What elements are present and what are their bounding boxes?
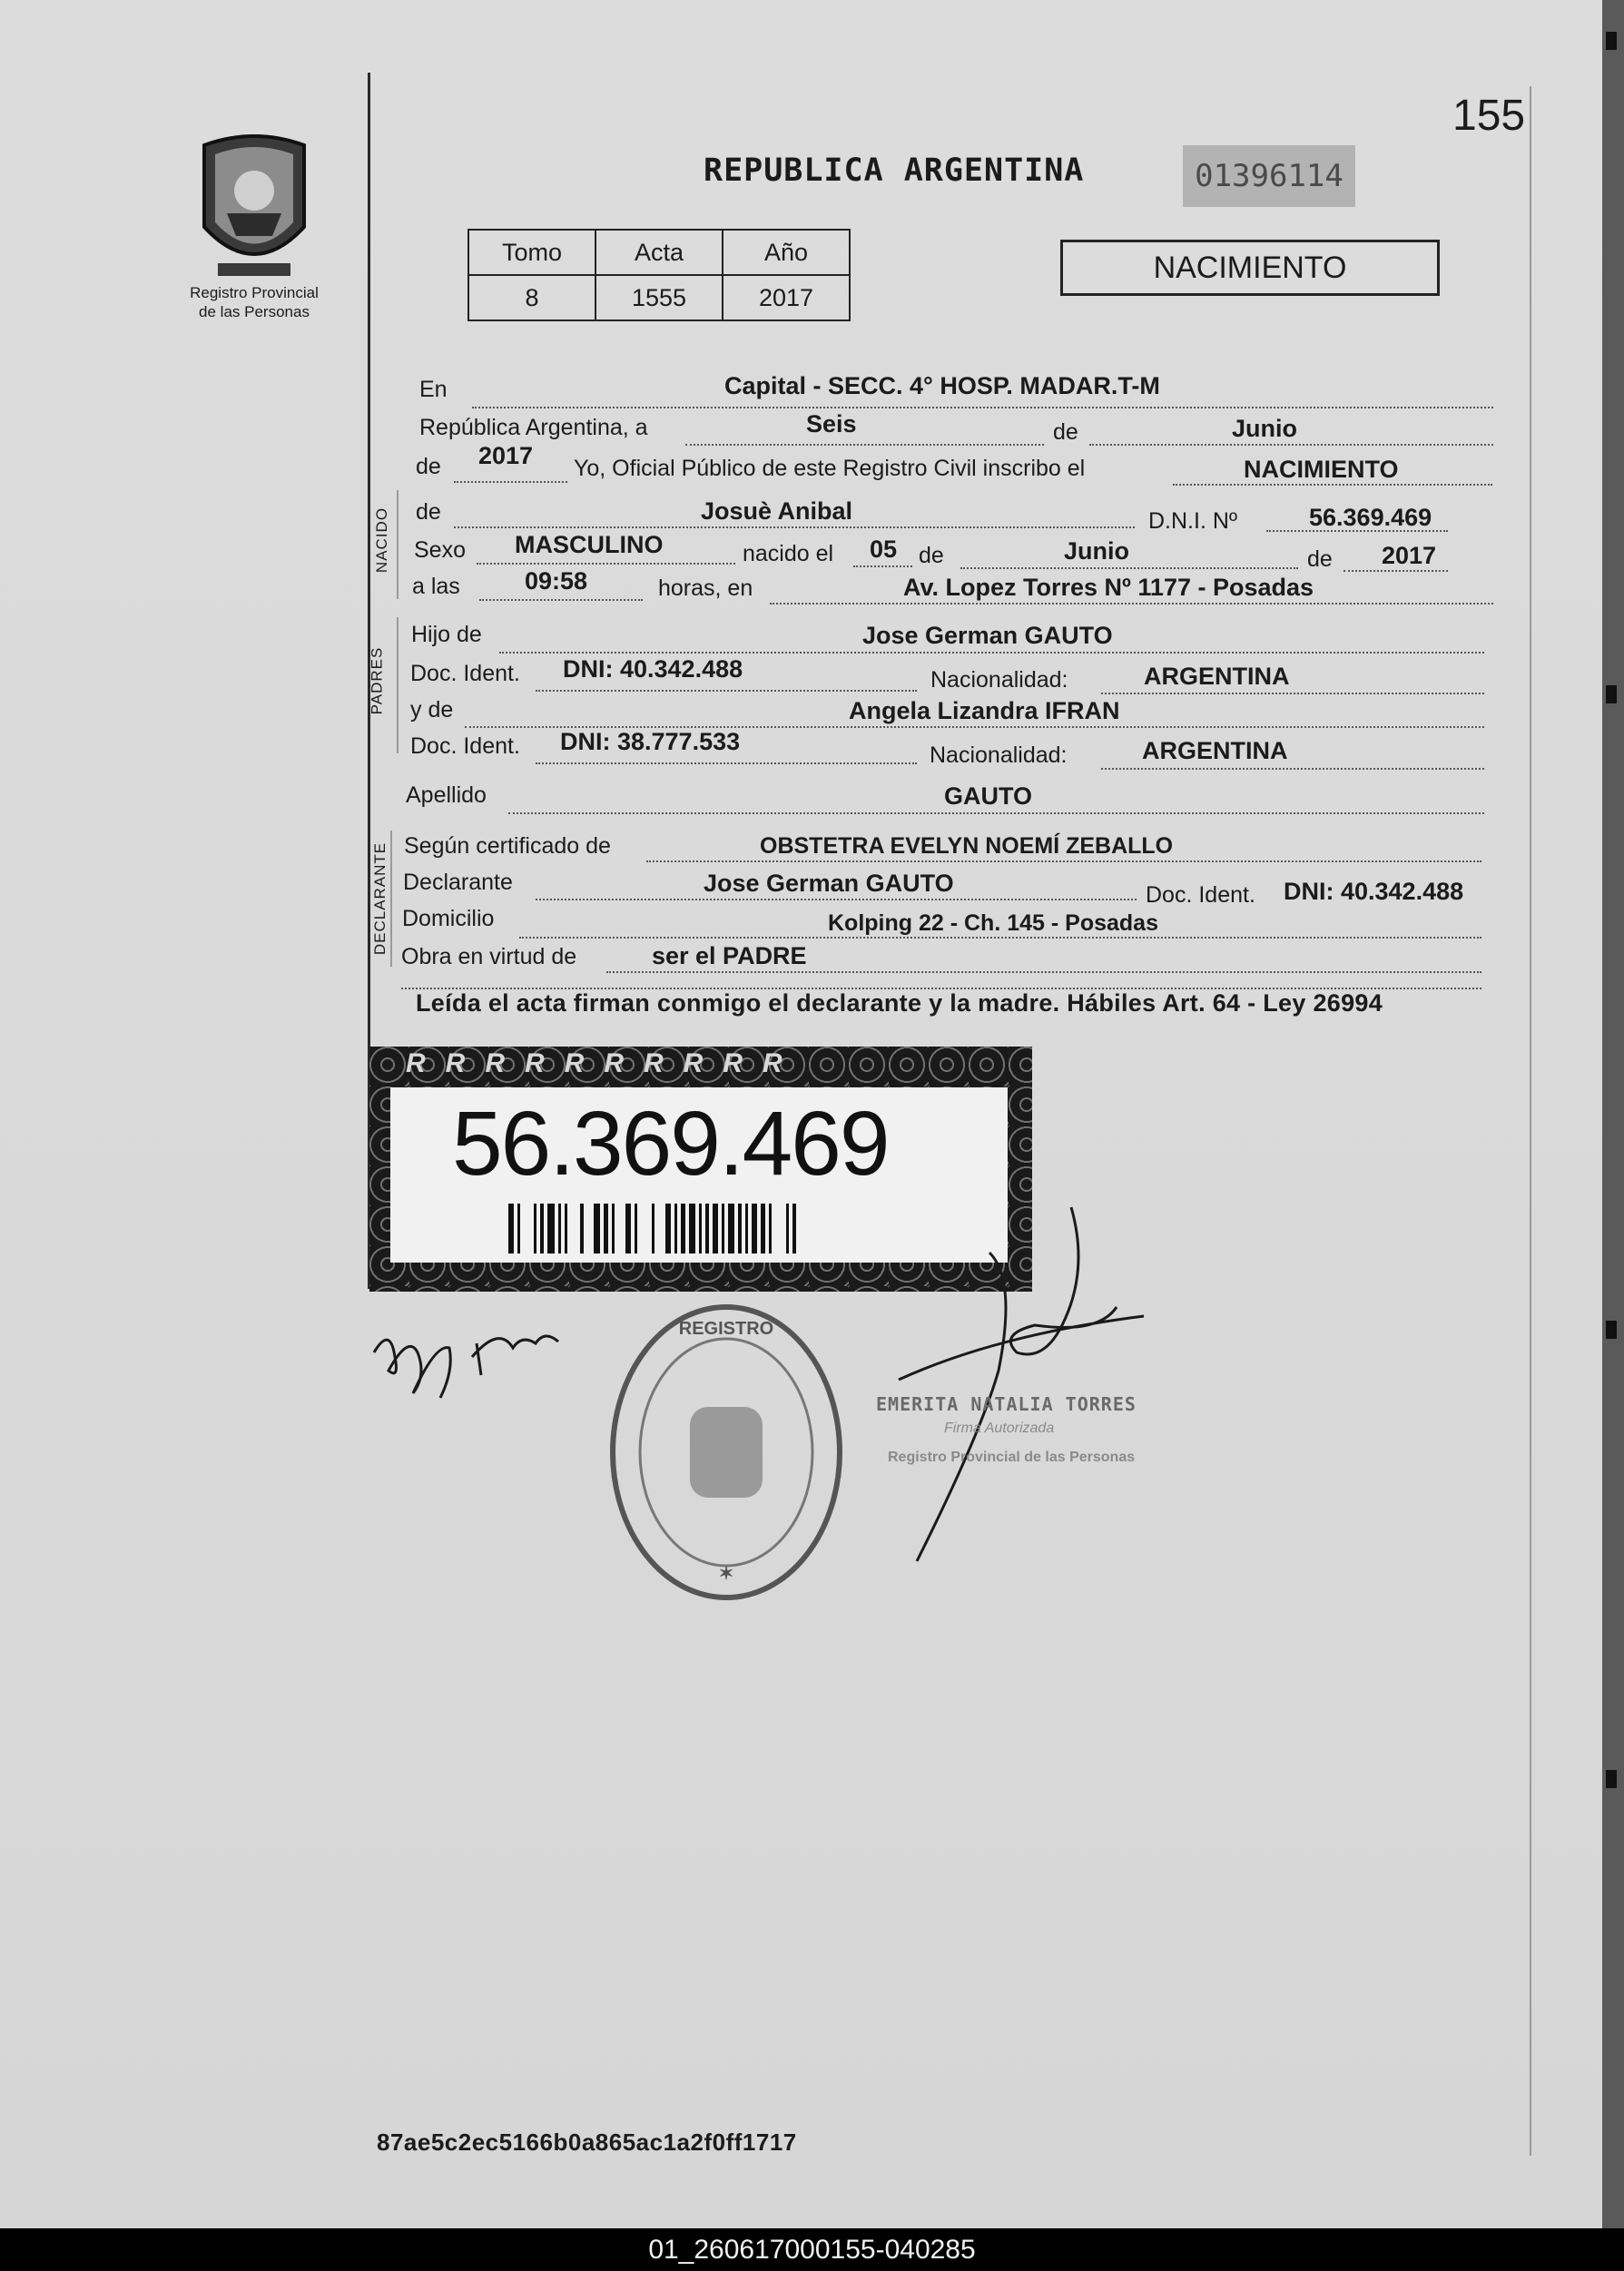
label-de: de	[1053, 419, 1078, 445]
dotted-line	[454, 481, 567, 483]
value-padre-nac: ARGENTINA	[1144, 663, 1290, 690]
table-value-anio: 2017	[723, 275, 850, 320]
value-anio-nac: 2017	[1382, 542, 1437, 569]
label-doc-ident2: Doc. Ident.	[410, 733, 520, 759]
dotted-line	[646, 860, 1481, 862]
value-dia-registro: Seis	[806, 410, 857, 437]
label-apellido: Apellido	[406, 782, 487, 808]
dotted-line	[536, 690, 917, 692]
value-en-virtud: ser el PADRE	[652, 942, 807, 969]
barcode-icon	[508, 1204, 899, 1253]
dotted-line	[454, 526, 1135, 528]
table-value-tomo: 8	[468, 275, 595, 320]
svg-text:REGISTRO: REGISTRO	[678, 1319, 774, 1339]
value-certificado: OBSTETRA EVELYN NOEMÍ ZEBALLO	[760, 833, 1174, 859]
dotted-line	[536, 762, 917, 764]
dotted-line	[853, 565, 912, 567]
label-yo-oficial: Yo, Oficial Público de este Registro Civil inscribo el	[574, 456, 1086, 481]
svg-text:✶: ✶	[718, 1564, 734, 1584]
label-de2: de	[416, 454, 441, 479]
value-madre-doc: DNI: 38.777.533	[560, 728, 741, 755]
logo-caption-line2: de las Personas	[199, 303, 310, 320]
dotted-line	[685, 444, 1044, 446]
page-number: 155	[1452, 92, 1526, 140]
dotted-line	[606, 971, 1481, 973]
label-nacionalidad: Nacionalidad:	[930, 667, 1068, 693]
misiones-coat-of-arms-icon	[186, 127, 322, 281]
nacido-bracket	[397, 490, 399, 599]
label-de-mes: de	[919, 543, 944, 568]
label-nacido-el: nacido el	[743, 541, 834, 566]
table-header-acta: Acta	[595, 230, 723, 275]
label-obra-en-virtud: Obra en virtud de	[401, 944, 577, 969]
label-doc-ident: Doc. Ident.	[410, 661, 520, 686]
value-padre: Jose German GAUTO	[862, 622, 1113, 649]
value-mes-registro: Junio	[1232, 415, 1297, 442]
value-apellido: GAUTO	[944, 782, 1033, 810]
label-hijo-de: Hijo de	[411, 622, 482, 647]
serial-number: 01396114	[1183, 145, 1355, 207]
section-label-padres: PADRES	[368, 646, 386, 715]
label-a-las: a las	[412, 574, 460, 599]
dotted-line	[519, 937, 1481, 939]
officer-name: EMERITA NATALIA TORRES	[876, 1393, 1137, 1415]
book-reference-table	[468, 229, 851, 321]
document-hash: 87ae5c2ec5166b0a865ac1a2f0ff1717	[377, 2128, 797, 2156]
value-hora: 09:58	[525, 567, 588, 595]
dotted-line	[1101, 768, 1484, 770]
page-edge	[1602, 0, 1624, 2228]
dotted-line	[472, 407, 1493, 408]
value-sexo: MASCULINO	[515, 531, 664, 558]
officer-office: Registro Provincial de las Personas	[888, 1450, 1136, 1465]
dotted-line	[770, 603, 1493, 605]
document-title: REPUBLICA ARGENTINA	[704, 152, 1085, 189]
value-tipo: NACIMIENTO	[1244, 456, 1399, 483]
label-sexo: Sexo	[414, 537, 466, 563]
value-declarante-doc: DNI: 40.342.488	[1284, 878, 1464, 905]
label-segun-certificado: Según certificado de	[404, 833, 611, 859]
dotted-line	[499, 652, 1484, 654]
value-mes-nac: Junio	[1064, 537, 1129, 565]
officer-title: Firma Autorizada	[944, 1421, 1055, 1436]
dotted-line	[1089, 444, 1493, 446]
handwritten-signature-declarante	[363, 1307, 572, 1407]
label-republica: República Argentina, a	[419, 415, 648, 440]
label-domicilio: Domicilio	[402, 906, 495, 931]
dotted-line	[960, 567, 1298, 569]
logo-caption-line1: Registro Provincial	[190, 284, 319, 301]
label-dni-no: D.N.I. Nº	[1148, 508, 1238, 534]
closing-statement: Leída el acta firman conmigo el declarante y la madre. Hábiles Art. 64 - Ley 26994	[416, 989, 1383, 1017]
value-lugar-nac: Av. Lopez Torres Nº 1177 - Posadas	[903, 574, 1314, 601]
label-en: En	[419, 377, 448, 402]
label-horas-en: horas, en	[658, 575, 753, 601]
label-declarante: Declarante	[403, 870, 513, 895]
value-anio-registro: 2017	[478, 442, 534, 469]
label-y-de: y de	[410, 697, 454, 723]
label-de-nombre: de	[416, 499, 441, 525]
value-lugar: Capital - SECC. 4° HOSP. MADAR.T-M	[724, 372, 1160, 399]
declarante-bracket	[390, 831, 392, 967]
table-header-anio: Año	[723, 230, 850, 275]
sticker-pattern-letters: RRRRRRRRRR	[406, 1048, 802, 1078]
value-madre-nac: ARGENTINA	[1142, 737, 1288, 764]
padres-bracket	[397, 617, 399, 753]
value-nombre: Josuè Anibal	[701, 497, 853, 525]
dotted-line	[1101, 693, 1484, 694]
handwritten-signature-officer	[890, 1198, 1153, 1570]
dotted-line	[508, 812, 1484, 814]
logo-caption	[163, 283, 345, 321]
value-domicilio: Kolping 22 - Ch. 145 - Posadas	[828, 910, 1158, 936]
table-value-acta: 1555	[595, 275, 723, 320]
dotted-line	[477, 563, 735, 565]
official-stamp	[604, 1298, 849, 1607]
value-dia-nac: 05	[870, 536, 898, 563]
dotted-line	[1173, 484, 1492, 486]
table-header-tomo: Tomo	[468, 230, 595, 275]
value-dni: 56.369.469	[1309, 504, 1432, 531]
right-margin-line	[1530, 86, 1531, 2156]
dotted-line	[1343, 570, 1448, 572]
record-type-box: NACIMIENTO	[1060, 240, 1440, 296]
dotted-line	[536, 899, 1137, 900]
dotted-line	[479, 599, 643, 601]
footer-id-bar: 01_260617000155-040285	[0, 2228, 1624, 2271]
label-de-anio: de	[1307, 546, 1333, 572]
section-label-nacido: NACIDO	[373, 506, 391, 574]
value-madre: Angela Lizandra IFRAN	[849, 697, 1120, 724]
dni-sticker-number: 56.369.469	[452, 1093, 889, 1194]
value-padre-doc: DNI: 40.342.488	[563, 655, 743, 683]
value-declarante: Jose German GAUTO	[704, 870, 954, 897]
label-nacionalidad2: Nacionalidad:	[930, 742, 1068, 768]
section-label-declarante: DECLARANTE	[371, 841, 389, 956]
label-doc-ident-declarante: Doc. Ident.	[1146, 882, 1255, 908]
